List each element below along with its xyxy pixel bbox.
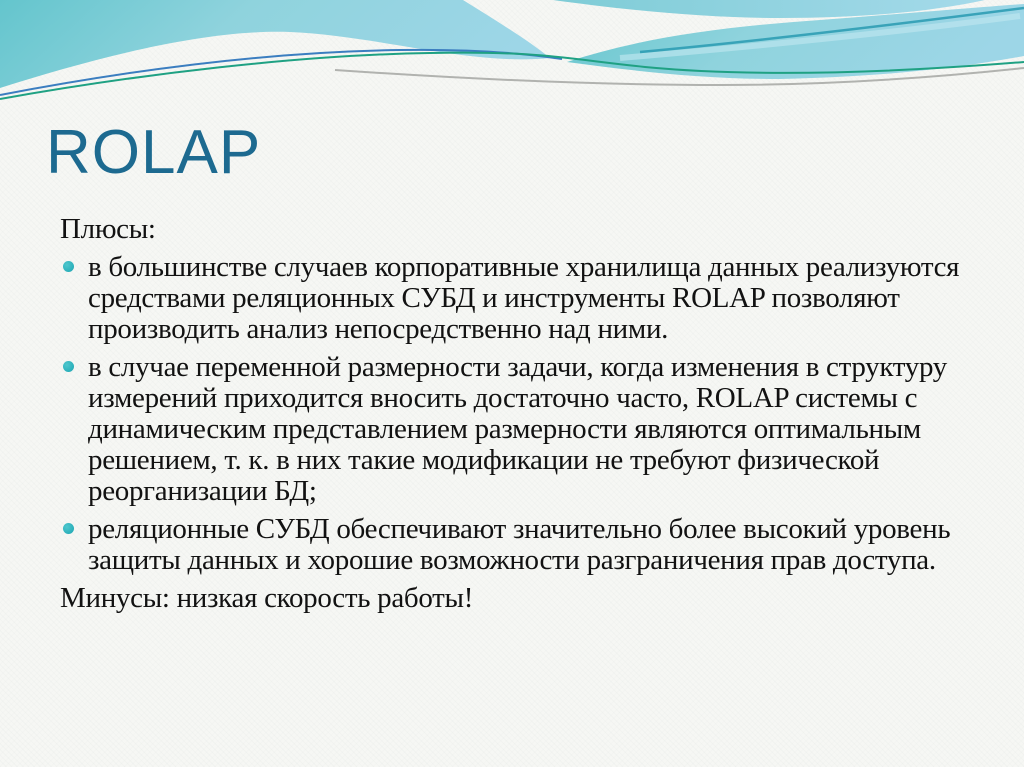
list-item: [60, 252, 966, 345]
wave-left-teal: [0, 0, 550, 88]
bullet-text: реляционные СУБД обеспечивают значительно более высокий уровень защиты данных и хорошие возможности разграничения прав доступа.: [88, 513, 951, 576]
pros-bullet-list: [60, 252, 966, 576]
list-item: [60, 352, 966, 507]
list-item: [60, 514, 966, 576]
pros-label: Плюсы:: [60, 213, 156, 245]
bullet-icon: [63, 361, 74, 372]
bullet-text: в случае переменной размерности задачи, когда изменения в структуру измерений приходится вносить достаточно часто, ROLAP системы с динамическим представлением размерности являются оптимальным решением, т. к. в них такие модификации не требуют физической реорганизации БД;: [88, 351, 947, 507]
header-wave-decoration: [0, 0, 1024, 130]
slide-body: [60, 214, 966, 614]
bullet-icon: [63, 261, 74, 272]
slide-title: ROLAP: [46, 118, 262, 187]
bullet-text: в большинстве случаев корпоративные хранилища данных реализуются средствами реляционных СУБД и инструменты ROLAP позволяют производить анализ непосредственно над ними.: [88, 251, 960, 345]
cons-label: Минусы: низкая скорость работы!: [60, 582, 474, 614]
bullet-icon: [63, 523, 74, 534]
